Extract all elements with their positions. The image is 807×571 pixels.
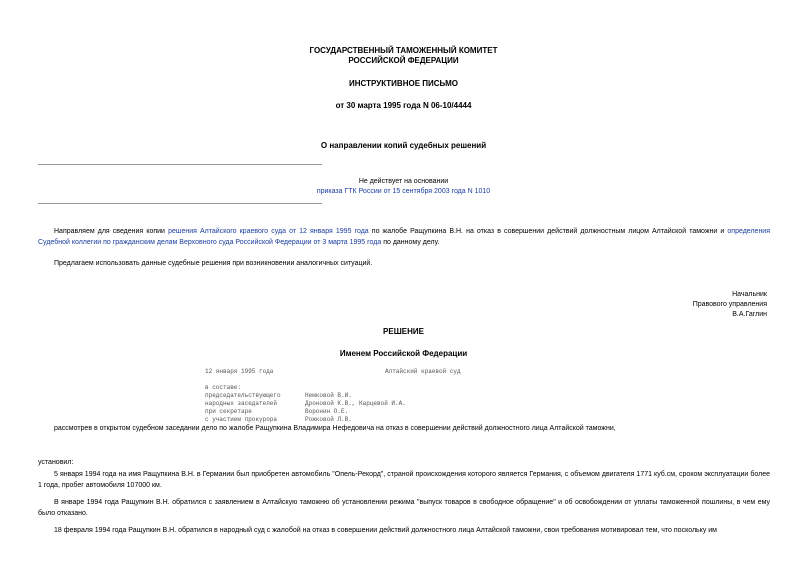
considering-text: рассмотрев в открытом судебном заседании дело по жалобе Ращупкина Владимира Нефедовича на отказ в совершении действий должностного лица Алтайской таможни, — [54, 425, 616, 432]
supreme-court-ruling-link[interactable]: определения Судебной коллегии по гражданским делам Верховного суда Российской Федерации от 3 марта 1995 года — [38, 228, 771, 246]
decision-paragraph-2: В январе 1994 года Ращупкин В.Н. обратился с заявлением в Алтайскую таможню об установлении режима "выпуск товаров в свободное обращение" и об освобождении от уплаты таможенной пошлины, в чем ему было отказано. — [38, 499, 770, 517]
role-presiding-name: Немковой В.И. — [305, 392, 352, 399]
role-secretary: при секретаре — [205, 408, 252, 415]
decision-paragraph-1: 5 января 1994 года на имя Ращупкина В.Н. в Германии был приобретен автомобиль "Опель-Рекорд", страной происхождения которого является Германия, с объемом двигателя 1771 куб.см, сроком эксплуатации более 1 года, пробег автомобиля 107000 км. — [38, 471, 770, 489]
decision-subtitle: Именем Российской Федерации — [339, 349, 468, 358]
role-prosecutor: с участием прокурора — [205, 416, 278, 423]
intro-text-1: Направляем для сведения копии — [54, 228, 169, 235]
status-text: Не действует на основании — [358, 178, 449, 185]
intro-paragraph — [38, 226, 770, 248]
org-line-1: ГОСУДАРСТВЕННЫЙ ТАМОЖЕННЫЙ КОМИТЕТ — [309, 46, 498, 55]
role-presiding: председательствующего — [205, 392, 281, 399]
intro-text-3: по данному делу. — [381, 239, 440, 246]
decision-title: РЕШЕНИЕ — [383, 327, 424, 336]
composition-label: в составе: — [205, 384, 242, 391]
decision-court: Алтайский краевой суд — [385, 368, 461, 375]
role-prosecutor-name: Рожковой Л.В. — [305, 416, 352, 423]
intro-text-2: по жалобе Ращупкина В.Н. на отказ в совершении действий должностным лицом Алтайской таможни и — [368, 228, 728, 235]
divider-top — [38, 164, 322, 165]
signature-position: Начальник — [732, 291, 767, 298]
signature-name: В.А.Гаглин — [732, 311, 767, 318]
decision-paragraph-3: 18 февраля 1994 года Ращупкин В.Н. обратился в народный суд с жалобой на отказ в совершении действий должностного лица Алтайской таможни, свои требования мотивировал тем, что поскольку им — [54, 527, 717, 534]
role-secretary-name: Воронин О.Е. — [305, 408, 349, 415]
divider-bottom — [38, 203, 322, 204]
document-type: ИНСТРУКТИВНОЕ ПИСЬМО — [349, 79, 458, 88]
document-date: от 30 марта 1995 года N 06-10/4444 — [335, 101, 472, 110]
status-link-text[interactable]: приказа ГТК России от 15 сентября 2003 года N 1010 — [316, 188, 491, 195]
role-assessors: народных заседателей — [205, 400, 278, 407]
signature-block — [693, 290, 767, 320]
role-assessors-name: Дроновой К.В., Карцевой И.А. — [305, 400, 406, 407]
status-link[interactable] — [0, 188, 807, 195]
document-subject: О направлении копий судебных решений — [320, 141, 487, 150]
signature-department: Правового управления — [692, 301, 767, 308]
court-decision-link[interactable]: решения Алтайского краевого суда от 12 января 1995 года — [168, 228, 369, 235]
org-line-2: РОССИЙСКОЙ ФЕДЕРАЦИИ — [348, 56, 459, 65]
decision-date: 12 января 1995 года — [205, 368, 274, 375]
proposal-paragraph: Предлагаем использовать данные судебные решения при возникновении аналогичных ситуаций. — [54, 260, 373, 267]
established-label: установил: — [38, 459, 74, 466]
